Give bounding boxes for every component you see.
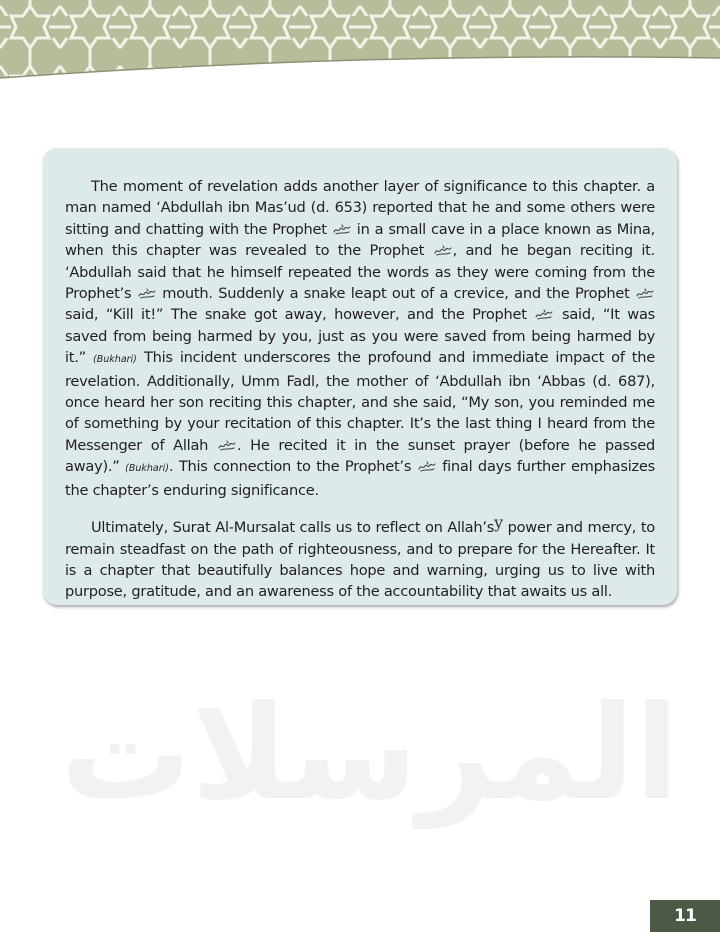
salla-allahu-alayhi-wa-sallam-icon [636, 288, 654, 299]
text-run: Ultimately, Surat Al-Mursalat calls us to reflect on Allah’s [91, 519, 495, 537]
text-box [43, 148, 677, 605]
paragraph-revelation [65, 176, 655, 501]
page-number: 11 [650, 900, 720, 932]
text-run: in a small cave in a place known as Mina, when this chapter was revealed to the Prophet [65, 220, 656, 260]
salla-allahu-alayhi-wa-sallam-icon [418, 461, 436, 472]
surah-title-watermark [60, 658, 680, 838]
hadith-reference: (Bukhari) [93, 354, 137, 366]
geometric-pattern-band [0, 0, 720, 78]
text-run: This incident underscores the profound and immediate impact of the revelation. Additionally, Umm Fadl, the mother of ‘Abdullah ibn ‘Abbas (d. 687), once heard her son reciting this chapter, and she said, “My son, you reminded me of something by your recitation of this chapter. It’s the last thing I heard from the Messenger of Allah [65, 349, 655, 454]
text-run: . He recited it in the sunset prayer (before he passed away).” [65, 436, 655, 476]
text-run: final days further emphasizes the chapter’s enduring significance. [65, 458, 655, 499]
paragraph-conclusion [65, 512, 655, 603]
text-run: The moment of revelation adds another layer of significance to this chapter. a man named ‘Abdullah ibn Mas’ud (d. 653) reported that he and some others were sitting and chatting with the Prophet [65, 178, 655, 238]
hadith-reference: (Bukhari) [125, 463, 169, 475]
subhanahu-wa-taala-icon: y [494, 513, 503, 533]
salla-allahu-alayhi-wa-sallam-icon [218, 440, 236, 451]
salla-allahu-alayhi-wa-sallam-icon [434, 245, 452, 256]
salla-allahu-alayhi-wa-sallam-icon [333, 224, 351, 235]
watermark-text: المرسلات [60, 677, 680, 829]
text-run: said, “It was saved from being harmed by you, just as you were saved from being harmed by it.” [65, 306, 655, 367]
text-run: . This connection to the Prophet’s [168, 458, 412, 476]
salla-allahu-alayhi-wa-sallam-icon [138, 288, 156, 299]
text-run: mouth. Suddenly a snake leapt out of a crevice, and the Prophet [156, 285, 630, 303]
salla-allahu-alayhi-wa-sallam-icon [535, 309, 553, 320]
text-run: , and he began reciting it. ‘Abdullah said that he himself repeated the words as they were coming from the Prophet’s [65, 242, 656, 303]
text-run: power and mercy, to remain steadfast on the path of righteousness, and to prepare for the Hereafter. It is a chapter that beautifully balances hope and warning, urging us to live with purpose, gratitude, and an awareness of the accountability that awaits us all. [65, 519, 655, 601]
text-run: said, “Kill it!” The snake got away, however, and the Prophet [65, 306, 527, 324]
